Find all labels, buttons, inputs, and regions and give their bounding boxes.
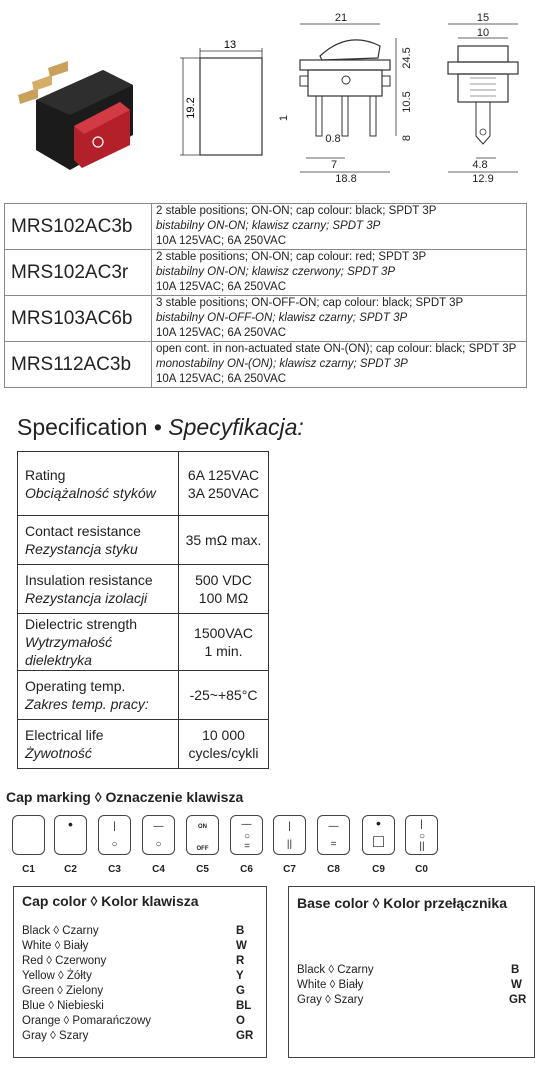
cap-color-box <box>13 886 267 1058</box>
cap-c2-icon <box>54 815 87 855</box>
cap-bottom-symbol: ○ = <box>243 831 251 852</box>
cap-c6-icon <box>230 815 263 855</box>
product-code: MRS103AC6b <box>5 296 152 342</box>
cap-top-symbol: ON <box>198 824 207 830</box>
cap-bottom-symbol: ○ || <box>418 831 426 852</box>
end-view-drawing <box>436 8 546 183</box>
color-name: Green ◊ Zielony <box>22 985 104 997</box>
spec-row <box>18 720 269 769</box>
front-view-drawing <box>278 8 423 183</box>
dim-end-48: 4.8 <box>472 159 488 171</box>
cap-label: C5 <box>196 864 209 875</box>
desc-rating: 10A 125VAC; 6A 250VAC <box>156 327 286 339</box>
cap-label: C7 <box>283 864 296 875</box>
spec-value: 6A 125VAC <box>187 466 260 483</box>
dim-side-width: 13 <box>223 39 237 51</box>
spec-bullet: • <box>153 414 162 440</box>
cap-top-symbol: | <box>288 821 291 832</box>
color-name: Gray ◊ Szary <box>297 994 364 1006</box>
cap-c3-icon <box>98 815 131 855</box>
cap-top-symbol: • <box>376 815 381 831</box>
desc-rating: 10A 125VAC; 6A 250VAC <box>156 373 286 385</box>
cap-top-symbol: | <box>420 819 423 830</box>
spec-label-pl: Zakres temp. pracy: <box>25 696 149 712</box>
dim-front-08: 0.8 <box>325 133 341 145</box>
desc-rating: 10A 125VAC; 6A 250VAC <box>156 235 286 247</box>
cap-c8-icon <box>317 815 350 855</box>
desc-en: 2 stable positions; ON-ON; cap colour: red; SPDT 3P <box>156 251 427 263</box>
cap-top-symbol: — <box>241 819 252 830</box>
cap-bottom-symbol: = <box>330 839 337 850</box>
color-code: O <box>236 1015 245 1027</box>
color-code: Y <box>236 970 244 982</box>
dim-front-7: 7 <box>330 159 338 171</box>
cap-bottom-symbol: OFF <box>196 846 209 852</box>
color-name: Blue ◊ Niebieski <box>22 1000 104 1012</box>
spec-label-pl: Rezystancja izolacji <box>25 590 148 606</box>
color-code: G <box>236 985 245 997</box>
desc-pl: monostabilny ON-(ON); klawisz czarny; SPDT 3P <box>156 358 408 370</box>
color-name: Black ◊ Czarny <box>22 925 99 937</box>
color-code: W <box>236 940 247 952</box>
color-code: W <box>511 979 522 991</box>
spec-value: 1 min. <box>204 643 243 659</box>
product-desc <box>152 204 527 250</box>
dim-front-bottom: 18.8 <box>335 173 357 183</box>
cap-label: C4 <box>152 864 165 875</box>
spec-label-en: Contact resistance <box>25 523 141 539</box>
dim-front-10: 10.5 <box>401 91 413 113</box>
product-table <box>4 203 527 388</box>
spec-label-pl: Żywotność <box>25 745 92 761</box>
product-code: MRS102AC3b <box>5 204 152 250</box>
color-name: Gray ◊ Szary <box>22 1030 89 1042</box>
dim-side-height: 19.2 <box>185 97 197 119</box>
spec-row <box>18 614 269 671</box>
desc-rating: 10A 125VAC; 6A 250VAC <box>156 281 286 293</box>
desc-pl: bistabilny ON-ON; klawisz czerwony; SPDT 3P <box>156 266 396 278</box>
cap-c9-icon <box>362 815 395 855</box>
spec-value: cycles/cykli <box>188 745 259 761</box>
switch-photo <box>8 40 138 180</box>
spec-row <box>18 452 269 516</box>
dim-front-24: 24.5 <box>401 47 413 69</box>
spec-label-en: Insulation resistance <box>25 572 153 588</box>
cap-top-symbol: • <box>68 816 73 832</box>
spec-row <box>18 565 269 614</box>
desc-en: open cont. in non-actuated state ON-(ON); cap colour: black; SPDT 3P <box>156 343 517 355</box>
cap-marking-title: Cap marking ◊ Oznaczenie klawisza <box>6 789 244 805</box>
cap-label: C2 <box>64 864 77 875</box>
dim-front-8: 8 <box>401 134 413 142</box>
color-code: R <box>236 955 245 967</box>
base-color-title: Base color ◊ Kolor przełącznika <box>297 895 507 911</box>
cap-label: C9 <box>372 864 385 875</box>
dim-front-1: 1 <box>278 114 290 122</box>
spec-label-pl: Rezystancja styku <box>25 541 138 557</box>
spec-label-en: Operating temp. <box>25 678 126 694</box>
table-row <box>5 342 527 388</box>
spec-value: 1500VAC <box>194 625 253 641</box>
color-name: White ◊ Biały <box>297 979 364 991</box>
table-row <box>5 250 527 296</box>
spec-label-pl: Obciążalność styków <box>25 484 156 501</box>
cap-c7-icon <box>273 815 306 855</box>
spec-value: 100 MΩ <box>198 590 249 606</box>
cap-label: C0 <box>415 864 428 875</box>
product-desc <box>152 342 527 388</box>
color-code: B <box>236 925 245 937</box>
dim-front-top: 21 <box>334 12 348 24</box>
spec-row <box>18 516 269 565</box>
dim-end-10: 10 <box>476 27 490 39</box>
spec-label-pl: Wytrzymałość dielektryka <box>25 634 113 668</box>
spec-title-en: Specification <box>17 414 148 440</box>
color-name: Black ◊ Czarny <box>297 964 374 976</box>
cap-label: C1 <box>22 864 35 875</box>
product-code: MRS102AC3r <box>5 250 152 296</box>
cap-label: C8 <box>327 864 340 875</box>
color-name: Yellow ◊ Żółty <box>22 970 92 982</box>
color-code: B <box>511 964 520 976</box>
color-code: GR <box>236 1030 254 1042</box>
table-row <box>5 204 527 250</box>
spec-value: -25~+85°C <box>189 687 258 703</box>
desc-pl: bistabilny ON-OFF-ON; klawisz czarny; SPDT 3P <box>156 312 408 324</box>
color-code: GR <box>509 994 527 1006</box>
cap-c0-icon <box>405 815 438 855</box>
color-name: White ◊ Biały <box>22 940 89 952</box>
product-code: MRS112AC3b <box>5 342 152 388</box>
cap-c1-icon <box>12 815 45 855</box>
spec-row <box>18 671 269 720</box>
spec-label-en: Electrical life <box>25 727 104 743</box>
product-desc <box>152 250 527 296</box>
spec-value: 500 VDC <box>195 572 252 588</box>
spec-label-en: Rating <box>25 466 66 483</box>
dim-end-15: 15 <box>476 12 490 24</box>
cap-color-title: Cap color ◊ Kolor klawisza <box>22 893 199 909</box>
cap-bottom-symbol: □ <box>373 831 384 851</box>
product-desc <box>152 296 527 342</box>
color-code: BL <box>236 1000 252 1012</box>
spec-value: 10 000 <box>202 727 245 743</box>
cap-top-symbol: — <box>153 821 164 832</box>
table-row <box>5 296 527 342</box>
side-view-drawing <box>180 38 270 168</box>
spec-label-en: Dielectric strength <box>25 616 138 632</box>
desc-pl: bistabilny ON-ON; klawisz czarny; SPDT 3P <box>156 220 381 232</box>
dim-end-129: 12.9 <box>472 173 494 183</box>
spec-title <box>17 414 304 441</box>
desc-en: 2 stable positions; ON-ON; cap colour: black; SPDT 3P <box>156 205 437 217</box>
cap-bottom-symbol: ○ <box>155 839 162 850</box>
cap-top-symbol: — <box>328 821 339 832</box>
spec-value: 3A 250VAC <box>187 484 260 501</box>
base-color-box <box>288 886 535 1058</box>
color-name: Red ◊ Czerwony <box>22 955 107 967</box>
desc-en: 3 stable positions; ON-OFF-ON; cap colour: black; SPDT 3P <box>156 297 464 309</box>
cap-bottom-symbol: || <box>286 839 293 850</box>
spec-table <box>17 451 269 769</box>
cap-top-symbol: | <box>113 821 116 832</box>
cap-bottom-symbol: ○ <box>111 839 118 850</box>
cap-c4-icon <box>142 815 175 855</box>
cap-label: C6 <box>240 864 253 875</box>
spec-value: 35 mΩ max. <box>185 532 262 548</box>
spec-title-pl: Specyfikacja: <box>168 414 304 440</box>
cap-c5-icon <box>186 815 219 855</box>
color-name: Orange ◊ Pomarańczowy <box>22 1015 152 1027</box>
cap-label: C3 <box>108 864 121 875</box>
